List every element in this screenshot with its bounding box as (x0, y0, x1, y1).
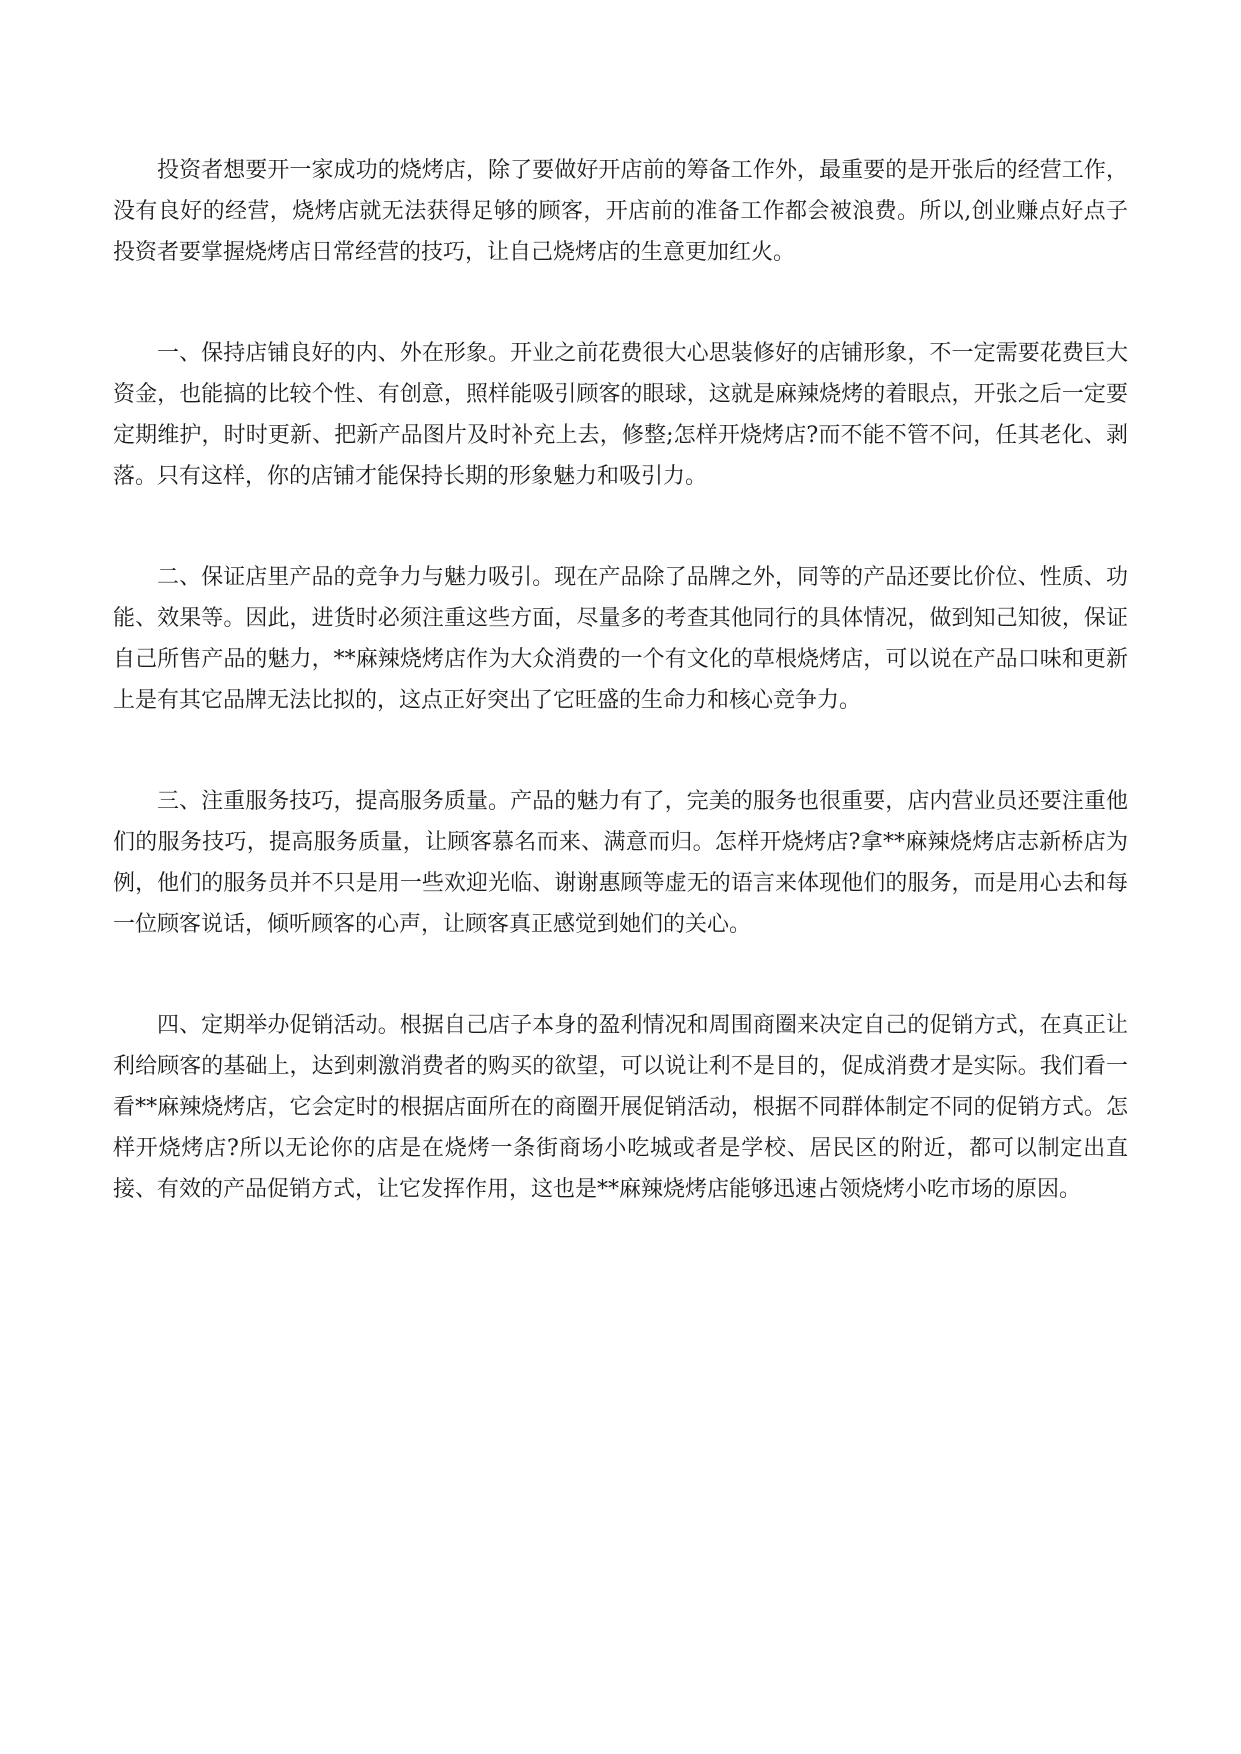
paragraph-gap (113, 273, 1128, 333)
paragraph-gap (113, 497, 1128, 557)
section-3-paragraph: 三、注重服务技巧，提高服务质量。产品的魅力有了，完美的服务也很重要，店内营业员还要注重他们的服务技巧，提高服务质量，让顾客慕名而来、满意而归。怎样开烧烤店?拿**麻辣烧烤店志新桥店为例，他们的服务员并不只是用一些欢迎光临、谢谢惠顾等虚无的语言来体现他们的服务，而是用心去和每一位顾客说话，倾听顾客的心声，让顾客真正感觉到她们的关心。 (113, 789, 1128, 937)
section-2-paragraph: 二、保证店里产品的竞争力与魅力吸引。现在产品除了品牌之外，同等的产品还要比价位、性质、功能、效果等。因此，进货时必须注重这些方面，尽量多的考查其他同行的具体情况，做到知己知彼，保证自己所售产品的魅力，**麻辣烧烤店作为大众消费的一个有文化的草根烧烤店，可以说在产品口味和更新上是有其它品牌无法比拟的，这点正好突出了它旺盛的生命力和核心竞争力。 (113, 565, 1128, 713)
section-1-paragraph: 一、保持店铺良好的内、外在形象。开业之前花费很大心思装修好的店铺形象，不一定需要花费巨大资金，也能搞的比较个性、有创意，照样能吸引顾客的眼球，这就是麻辣烧烤的着眼点，开张之后一定要定期维护，时时更新、把新产品图片及时补充上去，修整;怎样开烧烤店?而不能不管不问，任其老化、剥落。只有这样，你的店铺才能保持长期的形象魅力和吸引力。 (113, 341, 1128, 489)
paragraph-gap (113, 721, 1128, 781)
section-4-paragraph: 四、定期举办促销活动。根据自己店子本身的盈利情况和周围商圈来决定自己的促销方式，在真正让利给顾客的基础上，达到刺激消费者的购买的欲望，可以说让利不是目的，促成消费才是实际。我们看一看**麻辣烧烤店，它会定时的根据店面所在的商圈开展促销活动，根据不同群体制定不同的促销方式。怎样开烧烤店?所以无论你的店是在烧烤一条街商场小吃城或者是学校、居民区的附近，都可以制定出直接、有效的产品促销方式，让它发挥作用，这也是**麻辣烧烤店能够迅速占领烧烤小吃市场的原因。 (113, 1013, 1128, 1202)
paragraph-gap (113, 945, 1128, 1005)
intro-paragraph: 投资者想要开一家成功的烧烤店，除了要做好开店前的筹备工作外，最重要的是开张后的经营工作，没有良好的经营，烧烤店就无法获得足够的顾客，开店前的准备工作都会被浪费。所以,创业赚点好点子投资者要掌握烧烤店日常经营的技巧，让自己烧烤店的生意更加红火。 (113, 158, 1128, 265)
document-page (113, 150, 1128, 1210)
